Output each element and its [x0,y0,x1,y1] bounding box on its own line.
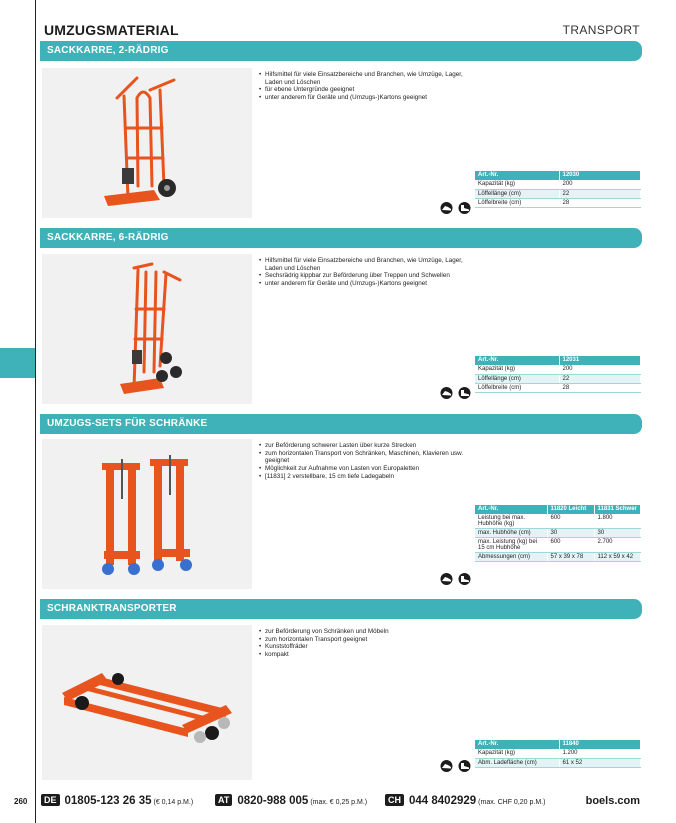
country-badge: CH [385,794,404,806]
feature-item: • unter anderem für Geräte und (Umzugs-)Kartons geeignet [259,94,479,102]
feature-item: • zur Beförderung von Schränken und Möbeln [259,628,479,636]
table-cell: max. Hubhöhe (cm) [475,529,547,538]
feature-item: • Hilfsmittel für viele Einsatzbereiche und Branchen, wie Umzüge, Lager, Laden und Löschen [259,257,479,272]
table-cell: Löffellänge (cm) [475,374,559,383]
table-cell: Löffellänge (cm) [475,189,559,198]
product-image-hand-truck-2-wheel [42,68,252,218]
table-cell: max. Leistung (kg) bei 15 cm Hubhöhe [475,538,547,553]
phone-number: 0820-988 005 [237,795,309,807]
product-image-hand-truck-6-wheel [42,254,252,404]
contact-at [215,794,367,807]
table-cell: Abm. Ladefläche (cm) [475,758,559,767]
country-badge: DE [41,794,60,806]
section-title-bar: UMZUGS-SETS FÜR SCHRÄNKE [40,414,642,434]
table-header-cell: 11820 Leicht [547,505,594,514]
contact-ch [385,794,545,807]
table-cell: 200 [559,180,641,189]
table-header-cell: Art.-Nr. [475,505,547,514]
table-cell: 57 x 39 x 78 [547,553,594,562]
phone-rate: (€ 0,14 p.M.) [153,799,194,806]
table-cell: Abmessungen (cm) [475,553,547,562]
table-row [475,383,641,392]
table-cell: 200 [559,365,641,374]
spec-table [475,740,641,768]
section-title-bar: SACKKARRE, 6-RÄDRIG [40,228,642,248]
page-header [40,20,642,40]
table-cell: 28 [559,383,641,392]
table-cell: Kapazität (kg) [475,749,559,758]
feature-item: • [11831] 2 verstellbare, 15 cm tiefe Ladegabeln [259,473,479,481]
indoor-shoe-icon [439,386,454,404]
phone-rate: (max. € 0,25 p.M.) [310,799,368,806]
left-margin-rule [35,0,36,823]
table-cell: 600 [547,538,594,553]
feature-list [259,257,479,288]
table-cell: 30 [594,529,641,538]
page-title: UMZUGSMATERIAL [44,22,179,38]
table-row [475,365,641,374]
outdoor-shoe-icon [457,572,472,590]
product-image-cabinet-dolly [42,625,252,780]
table-header-cell: 12030 [559,171,641,180]
country-badge: AT [215,794,232,806]
spec-table [475,505,641,562]
table-row [475,514,641,529]
chapter-tab-marker [0,348,35,378]
table-row [475,529,641,538]
table-row [475,538,641,553]
table-row [475,189,641,198]
feature-item: • für ebene Untergründe geeignet [259,86,479,94]
contact-de [41,794,193,807]
table-cell: 30 [547,529,594,538]
usage-icons [439,759,472,777]
table-cell: 1.200 [559,749,641,758]
indoor-shoe-icon [439,759,454,777]
outdoor-shoe-icon [457,386,472,404]
section-title-bar: SCHRANKTRANSPORTER [40,599,642,619]
feature-item: • unter anderem für Geräte und (Umzugs-)Kartons geeignet [259,280,479,288]
feature-item: • Hilfsmittel für viele Einsatzbereiche und Branchen, wie Umzüge, Lager, Laden und Löschen [259,71,479,86]
feature-item: • zur Beförderung schwerer Lasten über kurze Strecken [259,442,479,450]
feature-list [259,71,479,102]
feature-item: • Sechsrädrig kippbar zur Beförderung über Treppen und Schwellen [259,272,479,280]
table-row [475,749,641,758]
table-cell: 22 [559,189,641,198]
table-header-cell: 11831 Schwer [594,505,641,514]
table-header-cell: Art.-Nr. [475,171,559,180]
feature-item: • Kunststoffräder [259,643,479,651]
table-header-cell: Art.-Nr. [475,740,559,749]
spec-table [475,171,641,208]
table-row [475,180,641,189]
feature-list [259,628,479,659]
phone-rate: (max. CHF 0,20 p.M.) [478,799,546,806]
table-cell: Kapazität (kg) [475,180,559,189]
table-cell: Leistung bei max. Hubhöhe (kg) [475,514,547,529]
table-cell: 600 [547,514,594,529]
indoor-shoe-icon [439,572,454,590]
table-cell: 28 [559,198,641,207]
indoor-shoe-icon [439,201,454,219]
page-footer [0,792,676,812]
spec-table [475,356,641,393]
feature-item: • Möglichkeit zur Aufnahme von Lasten von Europaletten [259,465,479,473]
product-image-cabinet-moving-set [42,439,252,589]
outdoor-shoe-icon [457,759,472,777]
feature-list [259,442,479,481]
usage-icons [439,201,472,219]
feature-item: • zum horizontalen Transport von Schränken, Maschinen, Klavieren usw. geeignet [259,450,479,465]
table-cell: Kapazität (kg) [475,365,559,374]
table-cell: Löffelbreite (cm) [475,383,559,392]
table-cell: Löffelbreite (cm) [475,198,559,207]
table-cell: 2.700 [594,538,641,553]
feature-item: • kompakt [259,651,479,659]
feature-item: • zum horizontalen Transport geeignet [259,636,479,644]
usage-icons [439,572,472,590]
phone-number: 01805-123 26 35 [64,795,152,807]
page-category: TRANSPORT [562,23,640,37]
table-row [475,758,641,767]
outdoor-shoe-icon [457,201,472,219]
table-header-cell: 12031 [559,356,641,365]
table-cell: 1.800 [594,514,641,529]
table-cell: 112 x 59 x 42 [594,553,641,562]
table-header-cell: 11840 [559,740,641,749]
brand-website-link[interactable]: boels.com [585,795,640,807]
table-row [475,198,641,207]
usage-icons [439,386,472,404]
table-cell: 61 x 52 [559,758,641,767]
page-number: 260 [14,797,28,806]
table-header-cell: Art.-Nr. [475,356,559,365]
table-cell: 22 [559,374,641,383]
phone-number: 044 8402929 [409,795,477,807]
table-row [475,553,641,562]
section-title-bar: SACKKARRE, 2-RÄDRIG [40,41,642,61]
table-row [475,374,641,383]
